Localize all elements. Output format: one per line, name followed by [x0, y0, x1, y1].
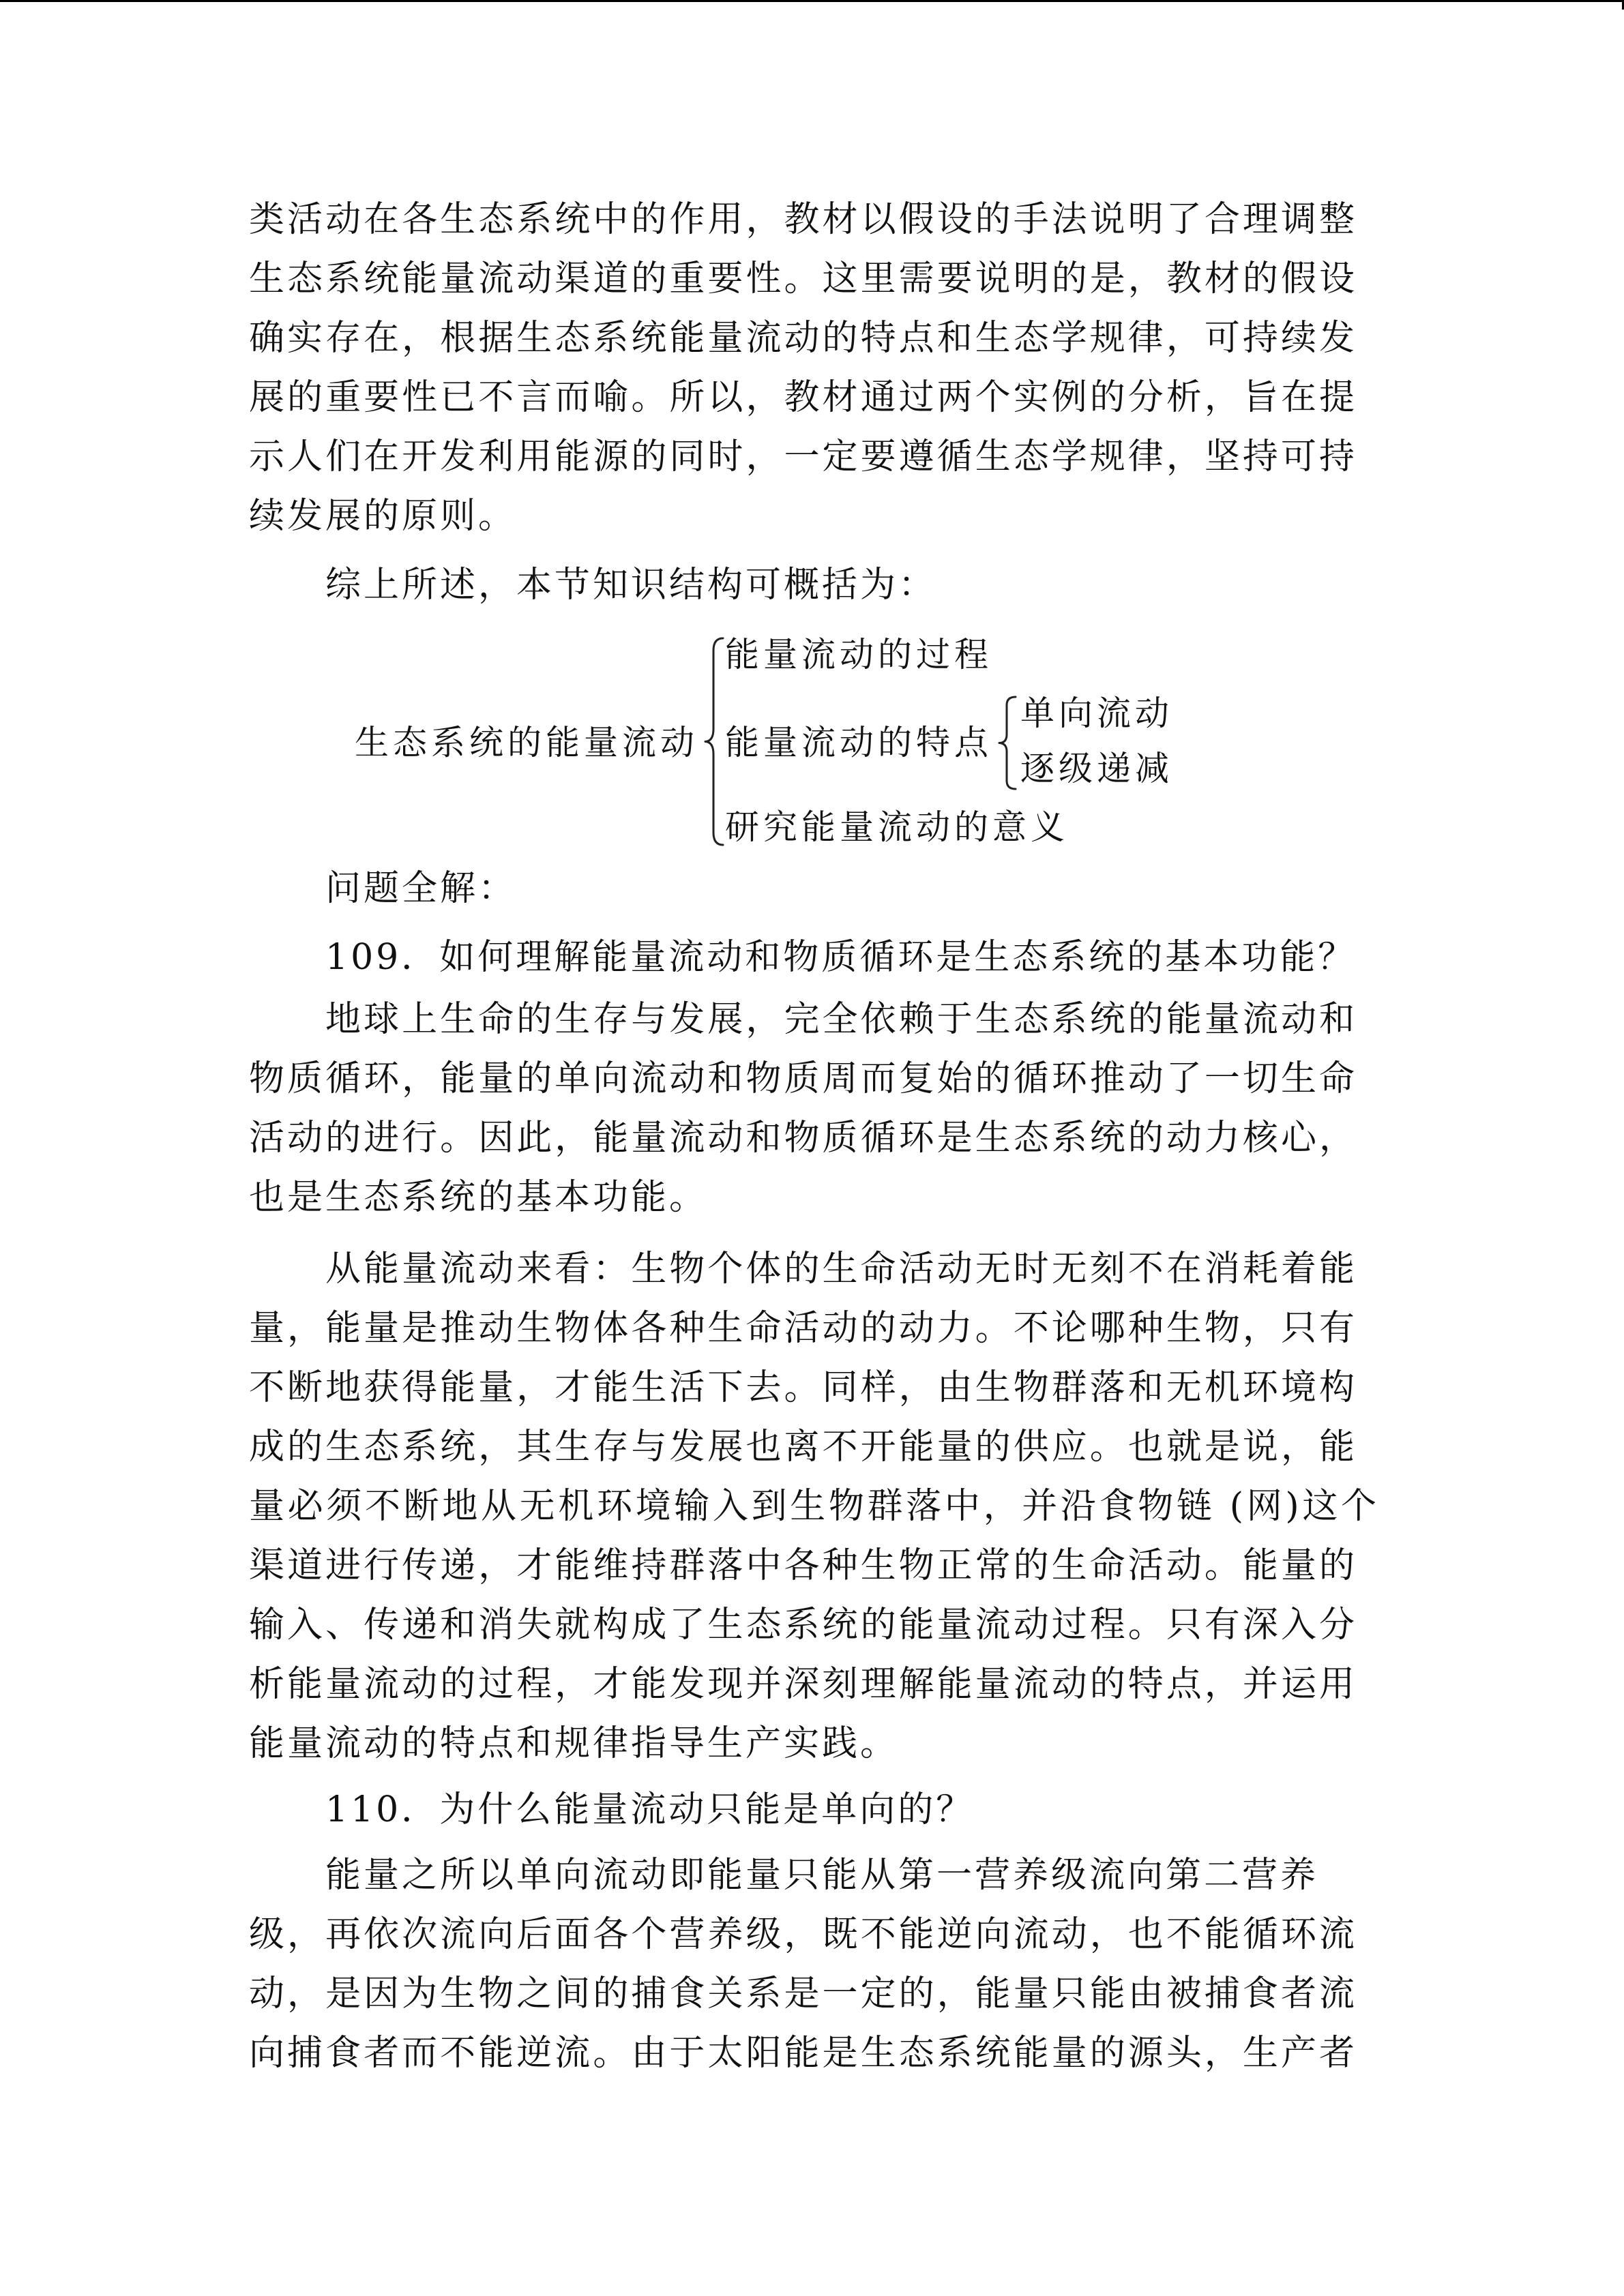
text-line: 成的生态系统，其生存与发展也离不开能量的供应。也就是说，能 — [249, 1427, 1355, 1467]
summary-lead: 综上所述，本节知识结构可概括为： — [325, 565, 937, 606]
question-title: 109．如何理解能量流动和物质循环是生态系统的基本功能？ — [325, 937, 1357, 978]
diagram-branch-features: 能量流动的特点 — [725, 723, 992, 762]
text-line: 续发展的原则。 — [249, 496, 517, 537]
text-line: 确实存在，根据生态系统能量流动的特点和生态学规律，可持续发 — [249, 318, 1355, 359]
diagram-features-brace — [997, 696, 1018, 790]
text-line: 从能量流动来看：生物个体的生命活动无时无刻不在消耗着能 — [325, 1249, 1355, 1289]
text-line: 物质循环，能量的单向流动和物质周而复始的循环推动了一切生命 — [249, 1058, 1355, 1099]
answer-109-paragraph-1 — [0, 990, 1624, 1227]
diagram-root-label: 生态系统的能量流动 — [355, 723, 698, 762]
text-line: 输入、传递和消失就构成了生态系统的能量流动过程。只有深入分 — [249, 1605, 1355, 1645]
text-line: 地球上生命的生存与发展，完全依赖于生态系统的能量流动和 — [325, 999, 1355, 1040]
text-line: 生态系统能量流动渠道的重要性。这里需要说明的是，教材的假设 — [249, 258, 1355, 299]
text-line: 向捕食者而不能逆流。由于太阳能是生态系统能量的源头，生产者 — [249, 2033, 1355, 2074]
text-line: 活动的进行。因此，能量流动和物质循环是生态系统的动力核心， — [249, 1118, 1355, 1159]
knowledge-structure-diagram — [0, 615, 1624, 850]
text-line: 示人们在开发利用能源的同时，一定要遵循生态学规律，坚持可持 — [249, 436, 1355, 477]
diagram-branch-significance: 研究能量流动的意义 — [725, 807, 1069, 847]
text-line: 渠道进行传递，才能维持群落中各种生物正常的生命活动。能量的 — [249, 1545, 1355, 1586]
text-line: 展的重要性已不言而喻。所以，教材通过两个实例的分析，旨在提 — [249, 377, 1355, 418]
text-line: 能量之所以单向流动即能量只能从第一营养级流向第二营养 — [325, 1855, 1319, 1896]
qa-heading-paragraph — [0, 859, 1624, 919]
question-110 — [0, 1780, 1624, 1840]
text-line: 析能量流动的过程，才能发现并深刻理解能量流动的特点，并运用 — [249, 1664, 1355, 1705]
diagram-feature-decreasing: 逐级递减 — [1020, 749, 1173, 788]
diagram-branch-process: 能量流动的过程 — [725, 635, 992, 674]
text-line: 级，再依次流向后面各个营养级，既不能逆向流动，也不能循环流 — [249, 1914, 1355, 1955]
text-line: 能量流动的特点和规律指导生产实践。 — [249, 1723, 899, 1764]
text-line: 动，是因为生物之间的捕食关系是一定的，能量只能由被捕食者流 — [249, 1973, 1355, 2014]
text-line: 类活动在各生态系统中的作用，教材以假设的手法说明了合理调整 — [249, 199, 1355, 240]
intro-paragraph — [0, 190, 1624, 546]
diagram-main-brace — [703, 637, 726, 846]
question-title: 110．为什么能量流动只能是单向的？ — [325, 1789, 975, 1830]
text-line: 量必须不断地从无机环境输入到生物群落中，并沿食物链 (网)这个 — [249, 1486, 1376, 1527]
text-line: 也是生态系统的基本功能。 — [249, 1177, 708, 1218]
question-109 — [0, 928, 1624, 987]
answer-110-paragraph-1 — [0, 1846, 1624, 2083]
answer-109-paragraph-2 — [0, 1240, 1624, 1774]
diagram-feature-one-way: 单向流动 — [1020, 694, 1173, 733]
text-line: 量，能量是推动生物体各种生命活动的动力。不论哪种生物，只有 — [249, 1308, 1355, 1349]
summary-paragraph — [0, 556, 1624, 615]
text-line: 不断地获得能量，才能生活下去。同样，由生物群落和无机环境构 — [249, 1367, 1355, 1408]
section-heading: 问题全解： — [325, 868, 517, 909]
